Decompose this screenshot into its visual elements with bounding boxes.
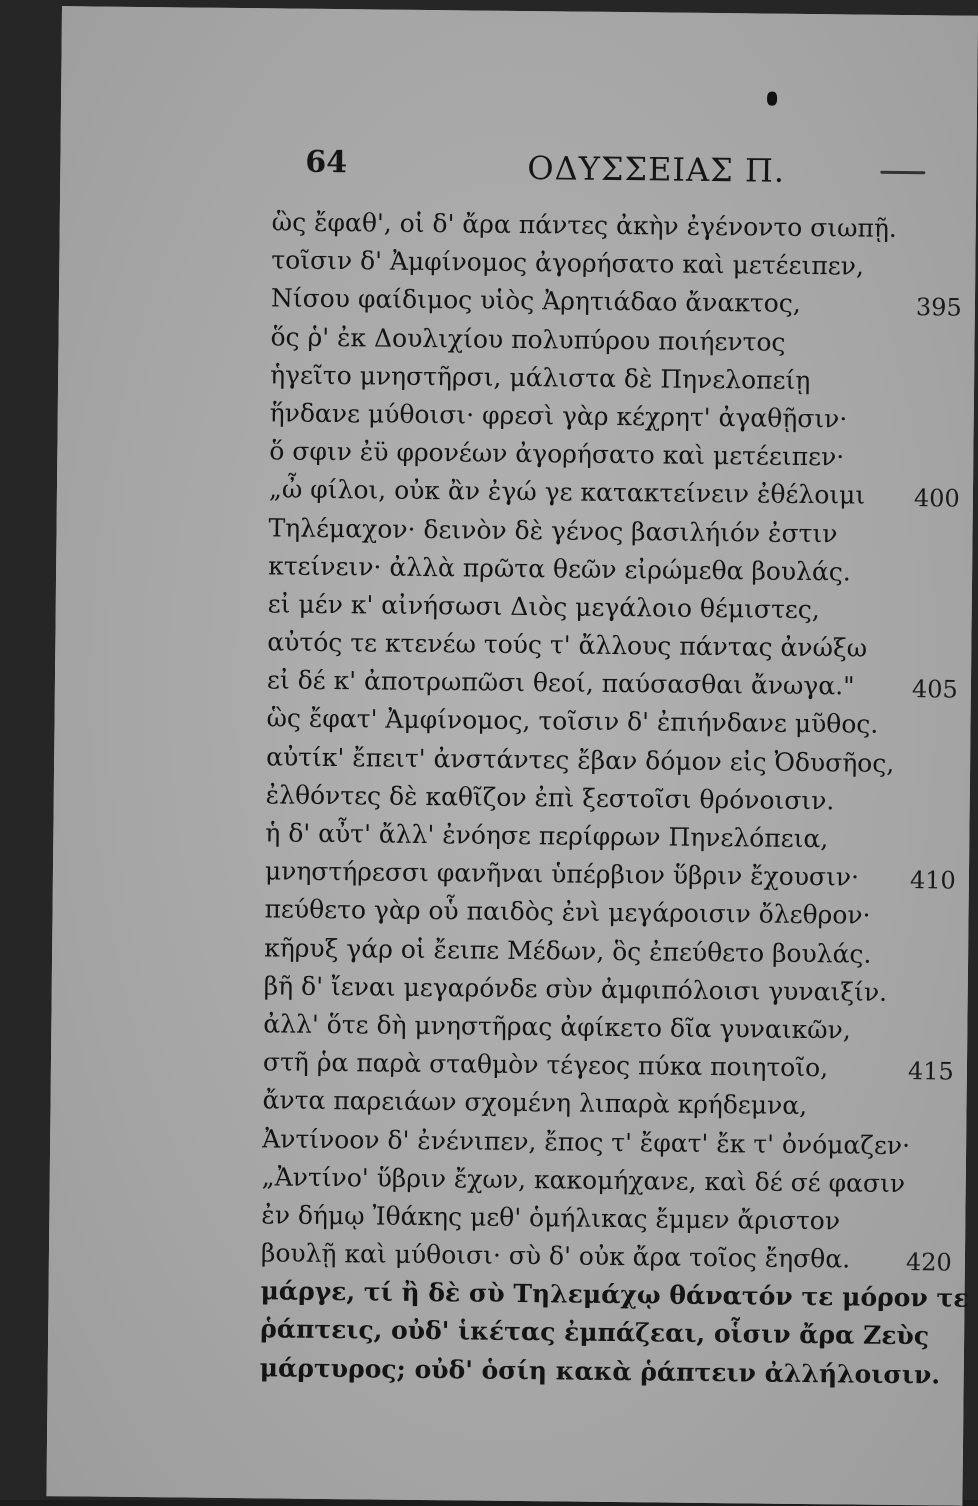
verse-text: μάργε, τί ἢ δὲ σὺ Τηλεμάχῳ θάνατόν τε μόρον τε	[260, 1276, 969, 1313]
verse-text: τοῖσιν δ' Ἀμφίνομος ἀγορήσατο καὶ μετέειπεν,	[271, 245, 865, 281]
verse-text: ὣς ἔφαθ', οἱ δ' ἄρα πάντες ἀκὴν ἐγένοντο σιωπῇ.	[271, 207, 897, 243]
verse-text: ἄντα παρειάων σχομένη λιπαρὰ κρήδεμνα,	[262, 1085, 808, 1121]
verse-text: κτείνειν· ἀλλὰ πρῶτα θεῶν εἰρώμεθα βουλάς.	[268, 551, 851, 587]
verse-text: ὅς ῥ' ἐκ Δουλιχίου πολυπύρου ποιήεντος	[270, 321, 786, 357]
verse-text: ἡ δ' αὖτ' ἄλλ' ἐνόησε περίφρων Πηνελόπεια,	[265, 818, 829, 854]
ink-speck	[767, 92, 777, 106]
verse-number: 420	[905, 1248, 952, 1277]
verse-text: πεύθετο γὰρ οὗ παιδὸς ἐνὶ μεγάροισιν ὄλεθρον·	[264, 894, 871, 931]
verse-text: „ὦ φίλοι, οὐκ ἂν ἐγώ γε κατακτείνειν ἐθέλοιμι	[268, 474, 866, 510]
book-page	[46, 6, 978, 1506]
verse-text: βουλῇ καὶ μύθοισι· σὺ δ' οὐκ ἄρα τοῖος ἔησθα.	[260, 1238, 851, 1274]
verse-text: ῥάπτεις, οὐδ' ἱκέτας ἐμπάζεαι, οἷσιν ἄρα Ζεὺς	[260, 1314, 930, 1351]
verse-text: ἀλλ' ὅτε δὴ μνηστῆρας ἀφίκετο δῖα γυναικῶν,	[263, 1009, 851, 1045]
verse-number: 410	[909, 866, 956, 895]
verse-text: αὐτίκ' ἔπειτ' ἀνστάντες ἔβαν δόμον εἰς Ὀδυσῆος,	[266, 741, 895, 778]
verse-text: Τηλέμαχον· δεινὸν δὲ γένος βασιλήιόν ἐστιν	[268, 512, 838, 548]
verse-line	[260, 1349, 960, 1395]
verse-text: „Ἀντίνο' ὕβριν ἔχων, κακομήχανε, καὶ δέ σέ φασιν	[261, 1162, 906, 1198]
verse-text: αὐτός τε κτενέω τούς τ' ἄλλους πάντας ἀνώξω	[267, 627, 868, 663]
verse-block	[260, 203, 972, 1394]
verse-text: εἰ μέν κ' αἰνήσωσι Διὸς μεγάλοιο θέμιστες,	[267, 589, 820, 625]
verse-text: ὣς ἔφατ' Ἀμφίνομος, τοῖσιν δ' ἐπιήνδανε μῦθος.	[266, 703, 879, 740]
verse-text: μάρτυρος; οὐδ' ὁσίη κακὰ ῥάπτειν ἀλλήλοισιν.	[259, 1352, 941, 1390]
running-title: ΟΔΥΣΣΕΙΑΣ Π.	[527, 149, 786, 190]
page-header	[305, 137, 966, 196]
verse-text: εἰ δέ κ' ἀποτρωπῶσι θεοί, παύσασθαι ἄνωγα."	[266, 665, 855, 701]
verse-text: κῆρυξ γάρ οἱ ἔειπε Μέδων, ὃς ἐπεύθετο βουλάς.	[264, 932, 872, 969]
verse-text: ὅ σφιν ἐϋ φρονέων ἀγορήσατο καὶ μετέειπεν·	[269, 436, 845, 472]
verse-number: 405	[911, 675, 958, 704]
verse-number: 395	[915, 293, 962, 322]
verse-text: ἐλθόντες δὲ καθῖζον ἐπὶ ξεστοῖσι θρόνοισιν.	[265, 780, 835, 816]
verse-text: στῆ ῥα παρὰ σταθμὸν τέγεος πύκα ποιητοῖο,	[262, 1047, 829, 1083]
verse-number: 415	[907, 1057, 954, 1086]
verse-number: 400	[913, 484, 960, 513]
verse-text: Νίσου φαίδιμος υἱὸς Ἀρητιάδαο ἄνακτος,	[270, 283, 801, 319]
verse-text: Ἀντίνοον δ' ἐνένιπεν, ἔπος τ' ἔφατ' ἔκ τ' ὀνόμαζεν·	[262, 1123, 911, 1160]
verse-text: ἐν δήμῳ Ἰθάκης μεθ' ὁμήλικας ἔμμεν ἄριστον	[261, 1200, 841, 1236]
verse-text: ἥνδανε μύθοισι· φρεσὶ γὰρ κέχρητ' ἀγαθῇσιν·	[269, 398, 848, 434]
page-number: 64	[305, 144, 348, 181]
verse-text: μνηστήρεσσι φανῆναι ὑπέρβιον ὕβριν ἔχουσιν·	[264, 856, 860, 892]
verse-text: βῆ δ' ἴεναι μεγαρόνδε σὺν ἀμφιπόλοισι γυναιξίν.	[263, 971, 888, 1007]
verse-text: ἡγεῖτο μνηστῆρσι, μάλιστα δὲ Πηνελοπείῃ	[270, 360, 811, 395]
